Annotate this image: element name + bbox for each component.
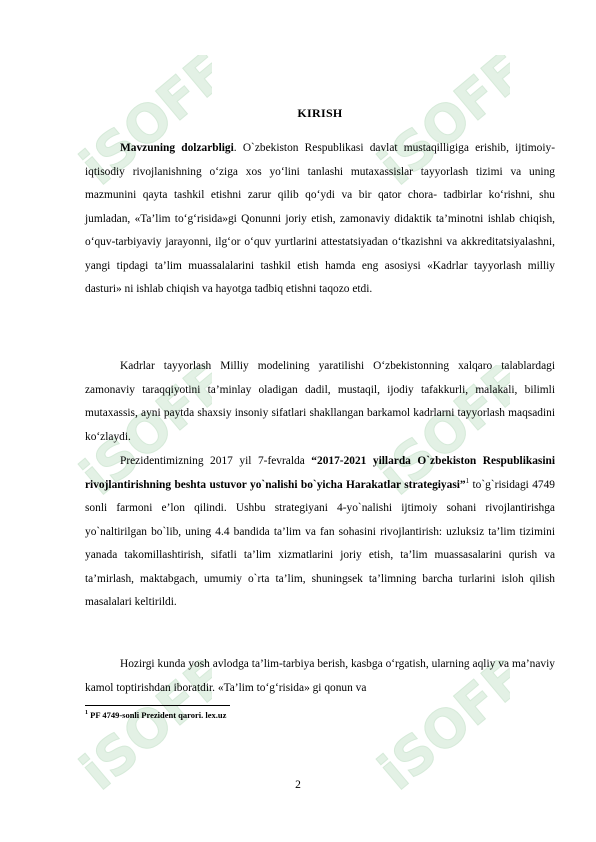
relevance-heading: Mavzuning dolzarbligi xyxy=(120,142,234,154)
footnote-reference[interactable]: 1 xyxy=(465,476,470,485)
footnote-mark: 1 xyxy=(85,710,88,717)
svg-text:iSOFF: iSOFF xyxy=(69,365,212,508)
paragraph-strategy xyxy=(85,450,555,615)
paragraph-text: . O`zbekiston Respublikasi davlat mustaqilligiga erishib, ijtimoiy-iqtisodiy rivojlanishning o‘ziga xos yo‘lini tanlashi mutaxassislar tayyorlash tizimi va uning mazmunini qayta tashkil etishni zarur qilib qo‘ydi va bir qator chora- tadbirlar ko‘rishni, shu jumladan, «Ta’lim to‘g‘risida»gi Qonunni joriy etish, zamonaviy didaktik ta’minotni ishlab chiqish, o‘quv-tarbiyaviy jarayonni, ilg‘or o‘quv yurtlarini attestatsiyadan o‘tkazishni va akkreditatsiyalashni, yangi tipdagi ta’lim muassalalarini tashkil etish hamda eng asosiysi «Kadrlar tayyorlash milliy dasturi» ni ishlab chiqish va hayotga tadbiq etishni taqozo etdi. xyxy=(85,142,555,295)
footnote-text: PF 4749-sonli Prezident qarori. lex.uz xyxy=(88,710,227,720)
paragraph-text: Hozirgi kunda yosh avlodga ta’lim-tarbiya berish, kasbga o‘rgatish, ularning aqliy va ma’naviy kamol toptirishdan iboratdir. «Ta’lim to‘g‘risida» gi qonun va xyxy=(85,658,555,694)
svg-text:iSOFF: iSOFF xyxy=(69,55,212,198)
svg-text:iSOFF: iSOFF xyxy=(367,660,510,803)
footnote-separator xyxy=(85,705,230,706)
paragraph-national-model xyxy=(85,355,555,449)
svg-text:iSOFF: iSOFF xyxy=(367,55,510,198)
strategy-title: “2017-2021 yillarda O`zbekiston Respublikasini rivojlantirishning beshta ustuvor yo`nalishi bo`yicha Harakatlar strategiyasi” xyxy=(85,455,555,491)
section-title: KIRISH xyxy=(297,106,343,120)
paragraph-relevance xyxy=(85,137,555,302)
paragraph-text: Prezidentimizning 2017 yil 7-fevralda xyxy=(120,455,312,467)
paragraph-text: Kadrlar tayyorlash Milliy modelining yaratilishi O‘zbekistonning xalqaro talablardagi zamonaviy taraqqiyotini ta’minlay oladigan dadil, mustaqil, ijodiy tafakkurli, malakali, bilimli mutaxassis, ayni paytda shaxsiy insoniy sifatlari shakllangan barkamol kadrlarni tayyorlash maqsadini ko‘zlaydi. xyxy=(85,360,555,443)
svg-text:iSOFF: iSOFF xyxy=(69,660,212,803)
page-number: 2 xyxy=(295,779,301,791)
svg-text:iSOFF: iSOFF xyxy=(367,365,510,508)
footnote xyxy=(85,710,226,720)
paragraph-text: to`g`risidagi 4749 sonli farmoni e’lon qilindi. Ushbu strategiyani 4-yo`nalishi ijtimoiy sohani rivojlantirishga yo`naltirilgan bo`lib, uning 4.4 bandida ta’lim va fan sohasini rivojlantirish: uzluksiz ta’lim tizimini yanada takomillashtirish, sifatli ta’lim xizmatlarini joriy etish, ta’lim muassasalarini qurish va ta’mirlash, maktabgach, umumiy o`rta ta’lim, shuningsek ta’limning barcha turlarini isloh qilish masalalari keltirildi. xyxy=(85,478,555,608)
paragraph-current xyxy=(85,653,555,700)
